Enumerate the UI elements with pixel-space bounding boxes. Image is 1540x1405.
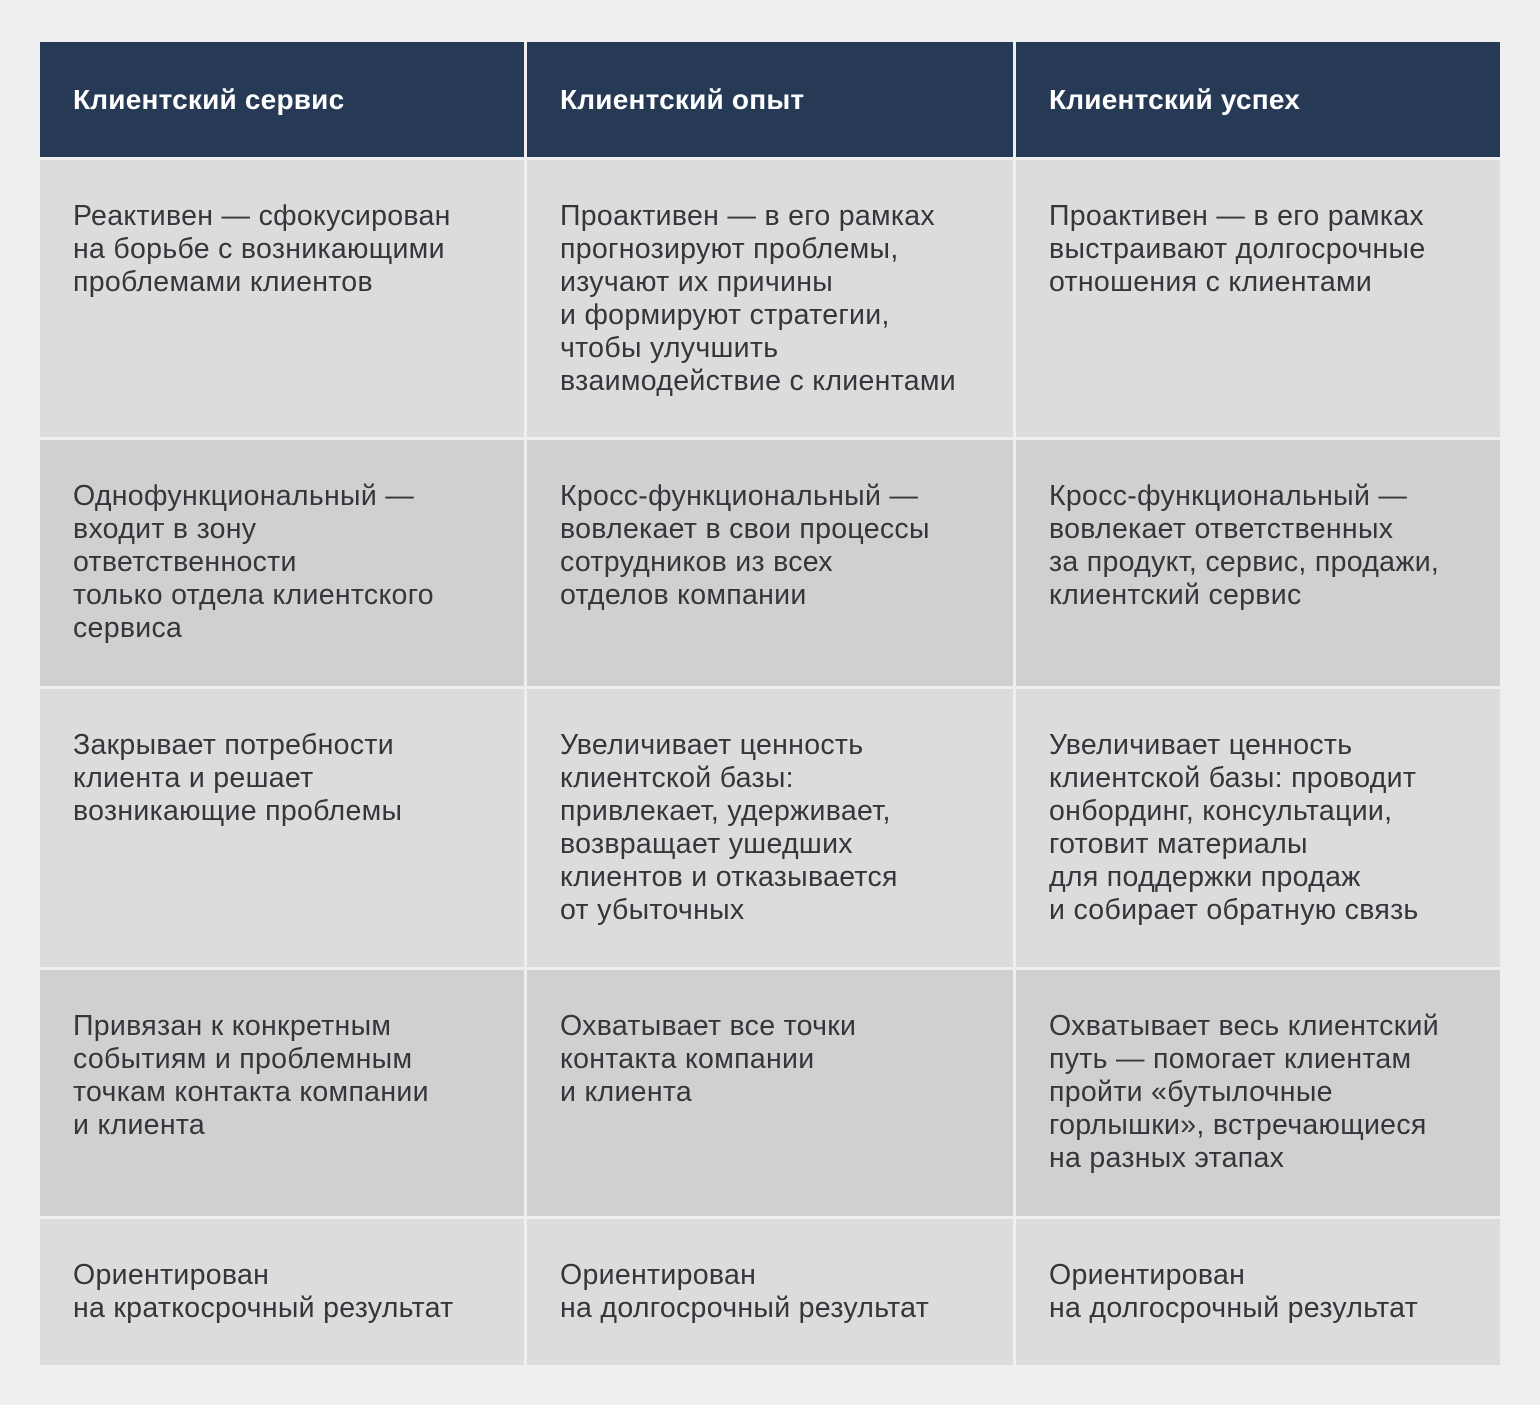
table-cell: Охватывает все точки контакта компании и клиента (527, 970, 1013, 1216)
column-header-label: Клиентский успех (1049, 83, 1301, 115)
table-cell: Ориентирован на долгосрочный результат (527, 1219, 1013, 1365)
column-header-customer-experience (527, 42, 1013, 157)
table-cell: Проактивен — в его рамках прогнозируют проблемы, изучают их причины и формируют стратегии, чтобы улучшить взаимодействие с клиентами (527, 160, 1013, 437)
column-header-label: Клиентский опыт (560, 83, 805, 115)
table-cell: Ориентирован на долгосрочный результат (1016, 1219, 1500, 1365)
table-cell: Закрывает потребности клиента и решает возникающие проблемы (40, 689, 524, 967)
table-cell: Однофункциональный — входит в зону ответственности только отдела клиентского сервиса (40, 440, 524, 686)
table-cell: Реактивен — сфокусирован на борьбе с возникающими проблемами клиентов (40, 160, 524, 437)
table-cell: Кросс-функциональный — вовлекает ответственных за продукт, сервис, продажи, клиентский сервис (1016, 440, 1500, 686)
column-header-customer-service (40, 42, 524, 157)
table-cell: Ориентирован на краткосрочный результат (40, 1219, 524, 1365)
comparison-table (40, 42, 1500, 1365)
column-header-customer-success (1016, 42, 1500, 157)
table-cell: Проактивен — в его рамках выстраивают долгосрочные отношения с клиентами (1016, 160, 1500, 437)
table-cell: Кросс-функциональный — вовлекает в свои процессы сотрудников из всех отделов компании (527, 440, 1013, 686)
table-cell: Увеличивает ценность клиентской базы: привлекает, удерживает, возвращает ушедших клиентов и отказывается от убыточных (527, 689, 1013, 967)
table-cell: Охватывает весь клиентский путь — помогает клиентам пройти «бутылочные горлышки», встречающиеся на разных этапах (1016, 970, 1500, 1216)
table-cell: Привязан к конкретным событиям и проблемным точкам контакта компании и клиента (40, 970, 524, 1216)
table-cell: Увеличивает ценность клиентской базы: проводит онбординг, консультации, готовит материалы для поддержки продаж и собирает обратную связь (1016, 689, 1500, 967)
column-header-label: Клиентский сервис (73, 83, 345, 115)
